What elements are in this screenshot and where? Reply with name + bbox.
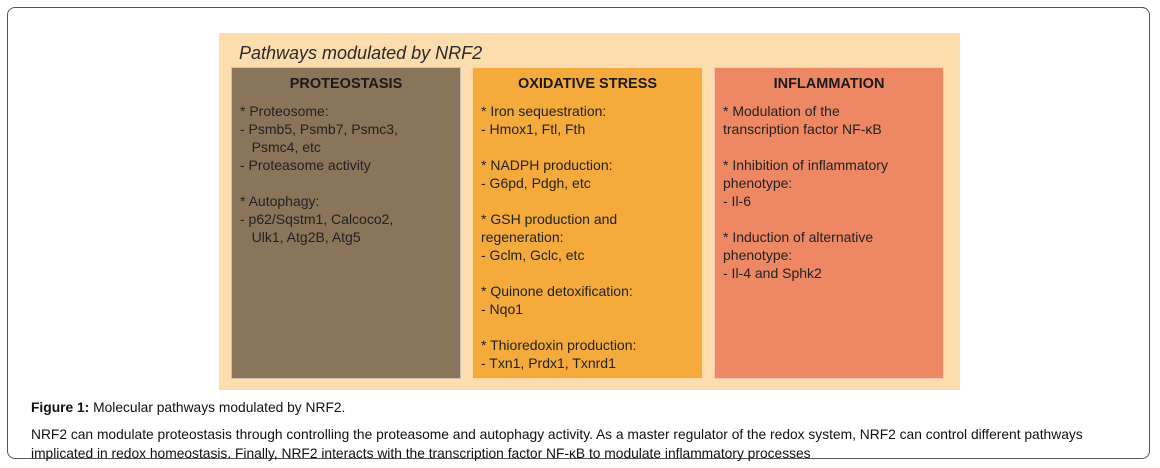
box-line: - Il-4 and Sphk2	[723, 265, 822, 281]
box-line: * Iron sequestration:	[481, 103, 607, 119]
box-line	[723, 138, 937, 156]
box-line	[481, 264, 696, 282]
inflammation-box	[714, 67, 944, 379]
box-line: * Modulation of the	[723, 103, 840, 119]
figure-frame	[7, 7, 1150, 459]
box-title: INFLAMMATION	[773, 76, 885, 92]
box-line: Ulk1, Atg2B, Atg5	[240, 229, 361, 245]
caption-title: Molecular pathways modulated by NRF2.	[89, 400, 346, 415]
box-line	[481, 138, 696, 156]
box-line: * Inhibition of inflammatory	[723, 157, 888, 173]
box-line: phenotype:	[723, 175, 793, 191]
box-lines	[240, 102, 454, 246]
box-line: transcription factor NF-κB	[723, 121, 882, 137]
box-line: phenotype:	[723, 247, 793, 263]
box-line	[481, 192, 696, 210]
box-title: OXIDATIVE STRESS	[517, 76, 658, 92]
box-line: * GSH production and	[481, 211, 618, 227]
box-line: * Quinone detoxification:	[481, 283, 633, 299]
box-line: - p62/Sqstm1, Calcoco2,	[240, 211, 394, 227]
box-line: * Autophagy:	[240, 193, 320, 209]
box-line: * Proteosome:	[240, 103, 329, 119]
box-line	[723, 210, 937, 228]
box-line: - G6pd, Pdgh, etc	[481, 175, 591, 191]
panel-title: Pathways modulated by NRF2	[239, 43, 483, 63]
box-title: PROTEOSTASIS	[289, 76, 403, 92]
box-lines	[723, 102, 937, 282]
box-line: Psmc4, etc	[240, 139, 321, 155]
proteostasis-box	[231, 67, 461, 379]
box-line: - Txn1, Prdx1, Txnrd1	[481, 355, 616, 371]
box-line: - Nqo1	[481, 301, 524, 317]
box-line: regeneration:	[481, 229, 564, 245]
caption-label: Figure 1:	[31, 400, 90, 415]
figure-caption	[31, 400, 1146, 463]
box-line: * NADPH production:	[481, 157, 613, 173]
box-line	[481, 318, 696, 336]
oxidative-stress-box	[472, 67, 703, 379]
box-line: - Proteasome activity	[240, 157, 371, 173]
box-line: - Hmox1, Ftl, Fth	[481, 121, 586, 137]
caption-description: NRF2 can modulate proteostasis through controlling the proteasome and autophagy activity. As a master regulator of the redox system, NRF2 can control different pathways implicated in redox homeostasis. Finally, NRF2 interacts with the transcription factor NF-κB to modulate inflammatory processes	[31, 427, 1083, 461]
box-lines	[481, 102, 696, 372]
box-line: - Gclm, Gclc, etc	[481, 247, 585, 263]
pathways-panel	[219, 33, 960, 390]
box-line: * Thioredoxin production:	[481, 337, 637, 353]
box-line: - Il-6	[723, 193, 751, 209]
caption-heading	[31, 400, 1146, 415]
box-line: - Psmb5, Psmb7, Psmc3,	[240, 121, 398, 137]
box-line	[240, 174, 454, 192]
box-line: * Induction of alternative	[723, 229, 874, 245]
